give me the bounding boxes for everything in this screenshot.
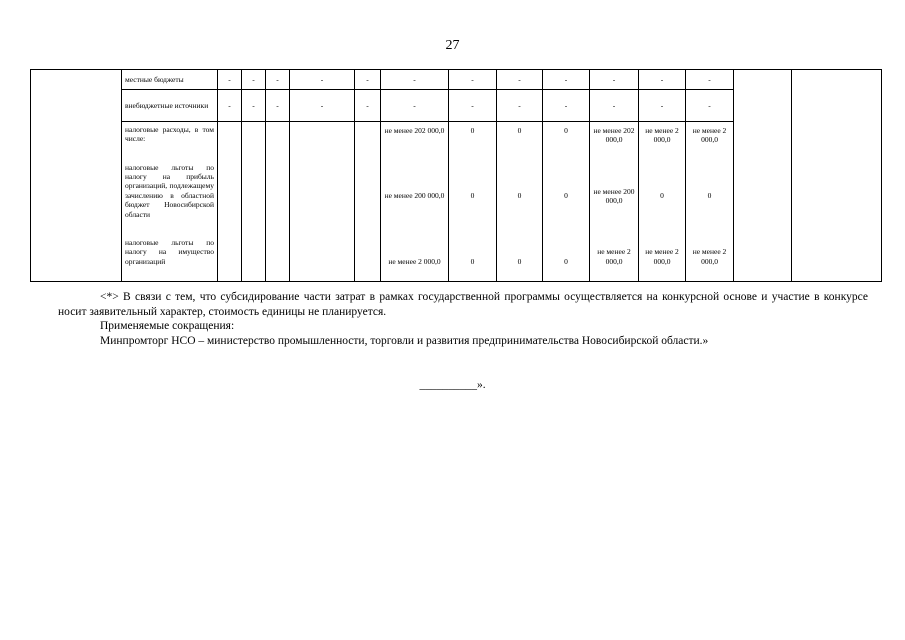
empty-right-cell (734, 70, 792, 282)
table-cell: - (381, 90, 449, 122)
table-cell: - (543, 70, 590, 90)
value: не менее 2 000,0 (692, 126, 727, 145)
value-cell (497, 122, 543, 282)
empty-left-cell (31, 70, 122, 282)
value: не менее 2 000,0 (692, 247, 727, 266)
value-cell (449, 122, 497, 282)
value: не менее 2 000,0 (597, 247, 631, 266)
value-cell (543, 122, 590, 282)
value: не менее 2 000,0 (645, 126, 679, 145)
table-cell: - (686, 90, 734, 122)
abbreviations-heading: Применяемые сокращения: (100, 320, 235, 332)
value: 0 (470, 126, 475, 135)
table-cell: - (218, 90, 242, 122)
table-cell: - (686, 70, 734, 90)
table-cell: - (355, 90, 381, 122)
table-cell: - (355, 70, 381, 90)
property-tax-label: налоговые льготы по налогу на имущество организаций (125, 237, 214, 266)
value: не менее 202 000,0 (593, 126, 635, 145)
value: 0 (517, 191, 522, 201)
value: 0 (517, 256, 522, 266)
table-cell: - (242, 90, 266, 122)
footnote-text: <*> В связи с тем, что субсидирование части затрат в рамках государственной программы осуществляется на конкурсной основе и участие в конкурсе носит заявительный характер, стоимость единицы не планируется. (58, 291, 868, 318)
table-cell: - (497, 70, 543, 90)
table-cell: - (290, 90, 355, 122)
value-cell (590, 122, 639, 282)
value: 0 (564, 126, 568, 135)
value-cell (686, 122, 734, 282)
table-row (31, 70, 882, 90)
table-cell: - (590, 90, 639, 122)
table-cell: - (449, 70, 497, 90)
value: 0 (470, 256, 475, 266)
footnote-block (58, 290, 868, 348)
value-cell (381, 122, 449, 282)
table-cell: - (449, 90, 497, 122)
table-cell: - (639, 70, 686, 90)
table-cell: - (543, 90, 590, 122)
value: не менее 2 000,0 (388, 256, 441, 266)
value: не менее 200 000,0 (593, 186, 635, 205)
table-cell: - (266, 70, 290, 90)
table-cell: - (266, 90, 290, 122)
row-label: местные бюджеты (122, 70, 218, 90)
table-cell: - (242, 70, 266, 90)
table-cell (218, 122, 242, 282)
table-cell: - (639, 90, 686, 122)
abbreviation-line: Минпромторг НСО – министерство промышленности, торговли и развития предпринимательства Новосибирской области.» (100, 334, 709, 347)
table-cell: - (290, 70, 355, 90)
value: 0 (470, 191, 475, 201)
value: не менее 202 000,0 (384, 126, 445, 135)
row-label: внебюджетные источники (122, 90, 218, 122)
table-cell: - (590, 70, 639, 90)
table-cell: - (218, 70, 242, 90)
value: 0 (517, 126, 522, 135)
table-cell (266, 122, 290, 282)
empty-right-cell (792, 70, 882, 282)
page-number: 27 (445, 38, 460, 53)
value: 0 (707, 191, 712, 201)
value: 0 (564, 191, 568, 201)
value: 0 (660, 191, 664, 201)
tax-label-cell (122, 122, 218, 282)
value: не менее 200 000,0 (384, 191, 445, 201)
value: 0 (564, 256, 568, 266)
value-cell (639, 122, 686, 282)
table-cell (290, 122, 355, 282)
budget-table (30, 69, 882, 282)
closing-mark: __________». (419, 379, 486, 391)
profit-tax-label: налоговые льготы по налогу на прибыль организаций, подлежащему зачислению в областной бюджет Новосибирской области (125, 162, 214, 219)
value: не менее 2 000,0 (645, 247, 679, 266)
tax-expenses-label: налоговые расходы, в том числе: (125, 125, 214, 144)
table-cell (242, 122, 266, 282)
table-cell (355, 122, 381, 282)
table-cell: - (381, 70, 449, 90)
table-cell: - (497, 90, 543, 122)
